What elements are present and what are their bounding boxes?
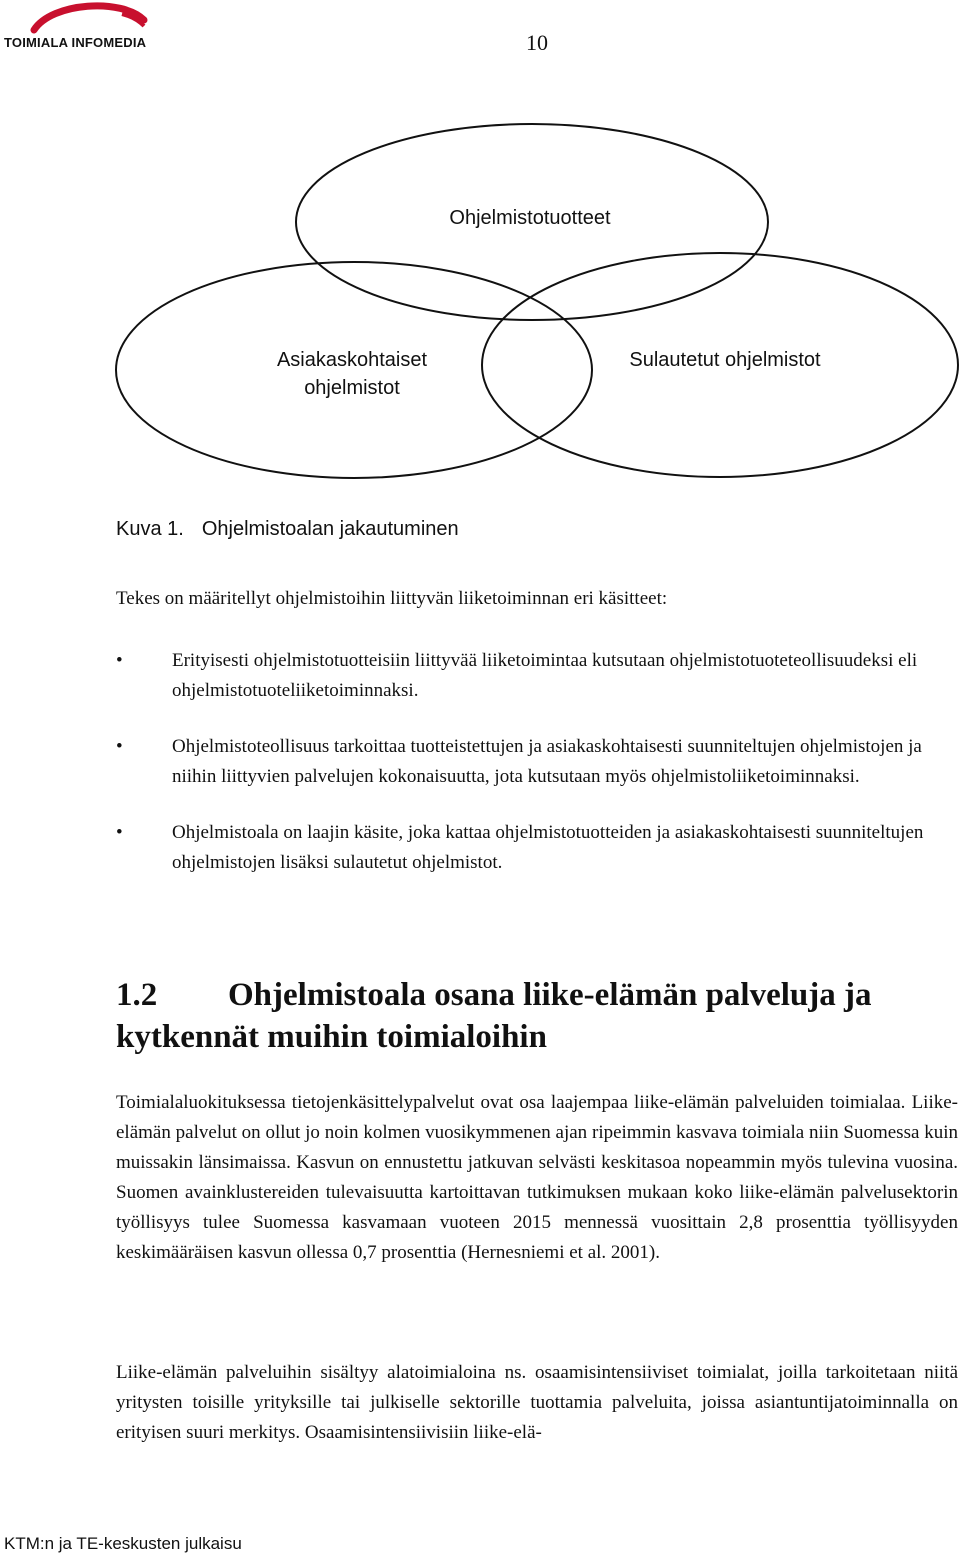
body-paragraph-1: Toimialaluokituksessa tietojenkäsittelypalvelut ovat osa laajempaa liike-elämän palveluiden toimialaa. Liike-elämän palvelut on ollut jo noin kolmen vuosikymmenen ajan ripeimmin kasvava toimiala niin Suomessa kuin muissakin länsimaissa. Kasvun on ennustettu jatkuvan selvästi keskitasoa nopeammin myös tulevina vuosina. Suomen avainklustereiden tulevaisuutta kartoittavan tutkimuksen mukaan koko liike-elämän palvelusektorin työllisyys tulee Suomessa kasvamaan vuoteen 2015 mennessä vuosittain 2,8 prosenttia työllisyyden keskimääräisen kasvun ollessa 0,7 prosenttia (Hernesniemi et al. 2001).	[116, 1092, 958, 1263]
bullet-icon: •	[116, 736, 123, 757]
bullet-icon: •	[116, 822, 123, 843]
list-item	[116, 818, 958, 878]
venn-label-left	[232, 346, 472, 402]
list-item-text: Erityisesti ohjelmistotuotteisiin liittyvää liiketoimintaa kutsutaan ohjelmistotuoteteollisuudeksi eli ohjelmistotuoteliiketoiminnaksi.	[172, 650, 918, 701]
page-number: 10	[526, 30, 548, 55]
footer-publication: KTM:n ja TE-keskusten julkaisu	[4, 1534, 242, 1553]
list-item-text: Ohjelmistoteollisuus tarkoittaa tuotteistettujen ja asiakaskohtaisesti suunniteltujen ohjelmistojen ja niihin liittyvien palvelujen kokonaisuutta, jota kutsutaan myös ohjelmistoliiketoiminnaksi.	[172, 736, 922, 787]
section-title: Ohjelmistoala osana liike-elämän palveluja ja kytkennät muihin toimialoihin	[116, 977, 872, 1055]
venn-label-top: Ohjelmistotuotteet	[449, 207, 611, 229]
venn-diagram	[0, 120, 960, 520]
definition-list	[116, 646, 958, 904]
list-item	[116, 732, 958, 792]
intro-paragraph: Tekes on määritellyt ohjelmistoihin liittyvän liiketoiminnan eri käsitteet:	[116, 588, 668, 609]
list-item-text: Ohjelmistoala on laajin käsite, joka kattaa ohjelmistotuotteiden ja asiakaskohtaisesti suunniteltujen ohjelmistojen lisäksi sulautetut ohjelmistot.	[172, 822, 924, 873]
section-heading	[116, 974, 958, 1058]
logo-text: TOIMIALA INFOMEDIA	[4, 35, 147, 50]
figure-caption	[116, 518, 459, 541]
caption-label: Kuva 1.	[116, 518, 184, 540]
caption-title: Ohjelmistoalan jakautuminen	[201, 518, 459, 540]
venn-label-right: Sulautetut ohjelmistot	[629, 349, 821, 371]
bullet-icon: •	[116, 650, 123, 671]
list-item	[116, 646, 958, 706]
venn-label-left-line1: Asiakaskohtaiset	[276, 349, 428, 371]
venn-label-left-line2: ohjelmistot	[304, 377, 400, 399]
section-number: 1.2	[116, 977, 158, 1013]
body-paragraph-2: Liike-elämän palveluihin sisältyy alatoimialoina ns. osaamisintensiiviset toimialat, joilla tarkoitetaan niitä yritysten toisille yrityksille tai julkiselle sektorille tuottamia palveluita, joissa asiantuntijatoiminnalla on erityisen suuri merkitys. Osaamisintensiivisiin liike-elä-	[116, 1362, 958, 1443]
